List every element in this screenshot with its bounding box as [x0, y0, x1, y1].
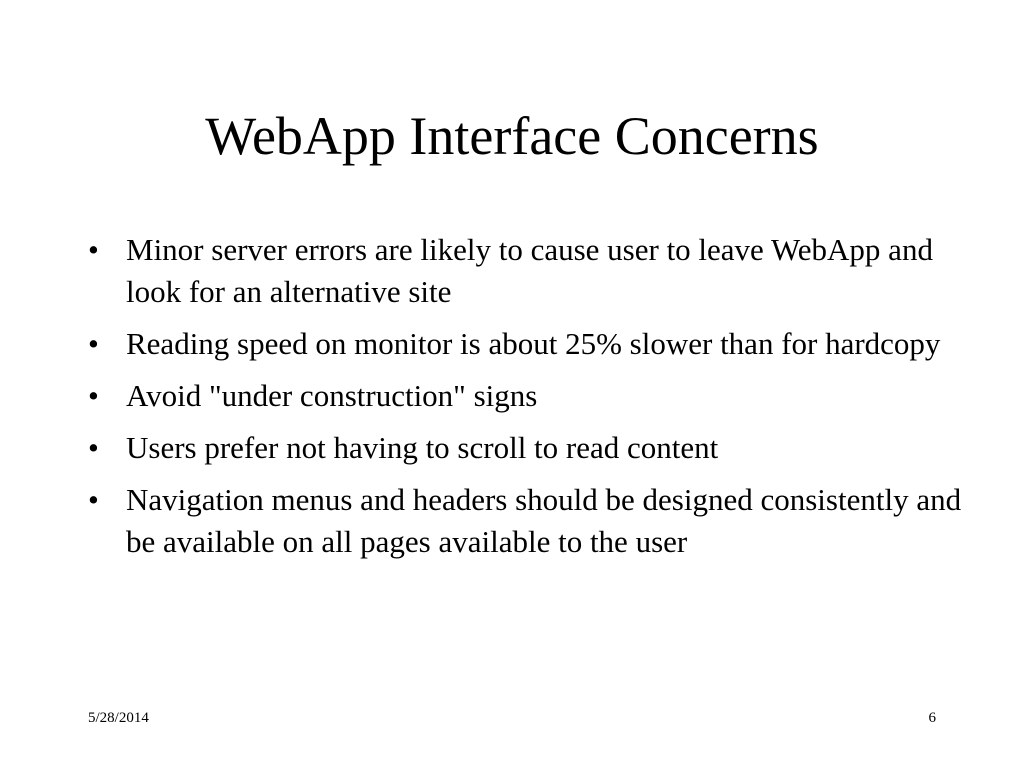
bullet-marker: •	[88, 232, 99, 267]
bullet-text: Minor server errors are likely to cause user to leave WebApp and look for an alternative site	[126, 232, 933, 309]
bullet-list	[88, 229, 968, 573]
bullet-text: Users prefer not having to scroll to read content	[126, 430, 719, 465]
bullet-marker: •	[88, 326, 99, 361]
bullet-marker: •	[88, 482, 99, 517]
bullet-text: Navigation menus and headers should be designed consistently and be available on all pages available to the user	[126, 482, 962, 559]
bullet-text: Avoid "under construction" signs	[126, 378, 538, 413]
bullet-text: Reading speed on monitor is about 25% slower than for hardcopy	[126, 326, 941, 361]
bullet-item	[88, 479, 968, 563]
bullet-marker: •	[88, 430, 99, 465]
bullet-item	[88, 375, 968, 417]
slide-title: WebApp Interface Concerns	[205, 106, 819, 166]
bullet-item	[88, 427, 968, 469]
bullet-item	[88, 323, 968, 365]
footer-date: 5/28/2014	[88, 710, 149, 726]
bullet-item	[88, 229, 968, 313]
footer-page-number: 6	[928, 710, 936, 726]
bullet-marker: •	[88, 378, 99, 413]
